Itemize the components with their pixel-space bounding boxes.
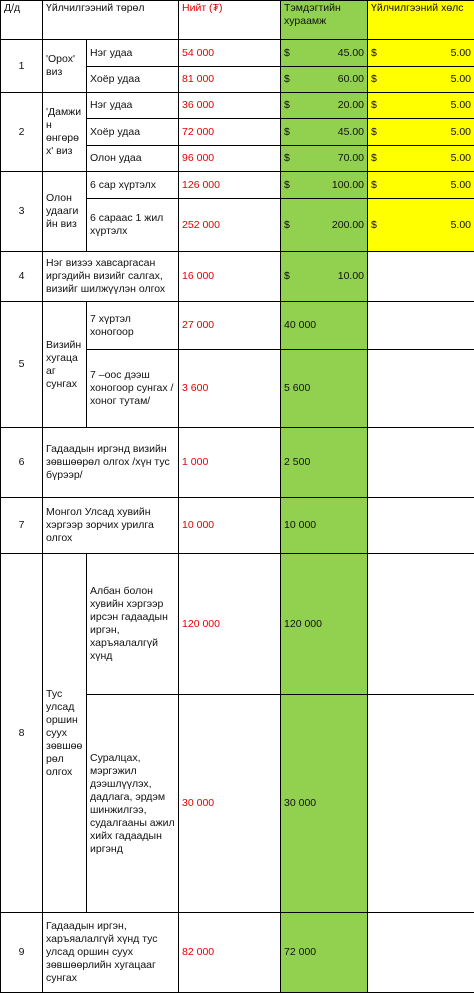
row-total: 126 000: [179, 172, 281, 199]
table-row: [1, 498, 474, 554]
row-stamp-fee: [281, 172, 368, 199]
row-service-fee: [368, 498, 474, 554]
row-service-fee: [368, 350, 474, 428]
stamp-amount: 60.00: [338, 73, 364, 86]
header-total: Нийт (₮): [179, 1, 281, 40]
row-number: 6: [1, 428, 43, 498]
row-number: 1: [1, 40, 43, 93]
row-total: 16 000: [179, 252, 281, 302]
row-subtype: Нэг удаа: [87, 40, 179, 67]
row-number: 5: [1, 302, 43, 428]
stamp-amount: 45.00: [338, 126, 364, 139]
service-amount: 5.00: [451, 219, 471, 232]
row-service-fee: [368, 252, 474, 302]
row-category: Гадаадын иргэн, харъяалалгүй хүнд тус улсад оршин суух зөвшөөрлийн хугацааг сунгах: [43, 913, 179, 993]
row-stamp-fee: [281, 146, 368, 172]
service-amount: 5.00: [451, 126, 471, 139]
row-subtype: Хоёр удаа: [87, 67, 179, 93]
row-stamp-fee: [281, 93, 368, 119]
service-amount: 5.00: [451, 47, 471, 60]
row-total: 36 000: [179, 93, 281, 119]
row-service-fee: [368, 428, 474, 498]
currency-symbol: $: [284, 126, 290, 139]
currency-symbol: $: [371, 219, 377, 232]
row-stamp-fee: 30 000: [281, 695, 368, 913]
row-total: 252 000: [179, 199, 281, 252]
row-service-fee: [368, 199, 474, 252]
row-stamp-fee: 72 000: [281, 913, 368, 993]
row-service-fee: [368, 67, 474, 93]
row-category: 'Дамжин өнгөрөх' виз: [43, 93, 87, 172]
row-total: 82 000: [179, 913, 281, 993]
table-row: [1, 252, 474, 302]
row-service-fee: [368, 172, 474, 199]
row-total: 54 000: [179, 40, 281, 67]
row-subtype: Нэг удаа: [87, 93, 179, 119]
row-total: 72 000: [179, 119, 281, 146]
row-number: 3: [1, 172, 43, 252]
row-total: 30 000: [179, 695, 281, 913]
currency-symbol: $: [284, 219, 290, 232]
row-stamp-fee: 40 000: [281, 302, 368, 350]
row-number: 8: [1, 554, 43, 913]
currency-symbol: $: [284, 73, 290, 86]
row-subtype: Албан болон хувийн хэргээр ирсэн гадаадын иргэн, харъяалалгүй хүнд: [87, 554, 179, 695]
currency-symbol: $: [284, 270, 290, 283]
row-total: 96 000: [179, 146, 281, 172]
row-subtype: Хоёр удаа: [87, 119, 179, 146]
stamp-amount: 10.00: [338, 270, 364, 283]
stamp-amount: 70.00: [338, 152, 364, 165]
table-row: [1, 40, 474, 67]
stamp-amount: 20.00: [338, 99, 364, 112]
currency-symbol: $: [371, 179, 377, 192]
row-subtype: 6 сар хүртэлх: [87, 172, 179, 199]
row-stamp-fee: 120 000: [281, 554, 368, 695]
row-category: Визийн хугацааг сунгах: [43, 302, 87, 428]
table-row: [1, 302, 474, 350]
header-stamp-fee: Тэмдэгтийн хураамж: [281, 1, 368, 40]
row-stamp-fee: 5 600: [281, 350, 368, 428]
row-total: 10 000: [179, 498, 281, 554]
row-stamp-fee: [281, 252, 368, 302]
row-number: 7: [1, 498, 43, 554]
row-total: 3 600: [179, 350, 281, 428]
service-amount: 5.00: [451, 179, 471, 192]
row-number: 2: [1, 93, 43, 172]
header-service-type: Үйлчилгээний төрөл: [43, 1, 179, 40]
row-category: Тус улсад оршин суух зөвшөөрөл олгох: [43, 554, 87, 913]
stamp-amount: 100.00: [332, 179, 364, 192]
row-service-fee: [368, 146, 474, 172]
row-service-fee: [368, 119, 474, 146]
service-amount: 5.00: [451, 99, 471, 112]
table-row: [1, 93, 474, 119]
row-stamp-fee: [281, 40, 368, 67]
row-number: 9: [1, 913, 43, 993]
currency-symbol: $: [371, 99, 377, 112]
row-category: Нэг визээ хавсаргасан иргэдийн визийг салгах, визийг шилжүүлэн олгох: [43, 252, 179, 302]
currency-symbol: $: [371, 126, 377, 139]
row-total: 27 000: [179, 302, 281, 350]
row-service-fee: [368, 302, 474, 350]
row-total: 81 000: [179, 67, 281, 93]
currency-symbol: $: [371, 47, 377, 60]
currency-symbol: $: [371, 152, 377, 165]
currency-symbol: $: [284, 179, 290, 192]
table-row: [1, 172, 474, 199]
row-stamp-fee: 2 500: [281, 428, 368, 498]
currency-symbol: $: [284, 47, 290, 60]
row-stamp-fee: [281, 199, 368, 252]
row-subtype: 7 –оос дээш хоногоор сунгах /хоног тутам/: [87, 350, 179, 428]
row-service-fee: [368, 40, 474, 67]
row-category: Олон удаагийн виз: [43, 172, 87, 252]
stamp-amount: 200.00: [332, 219, 364, 232]
row-subtype: 7 хүртэл хоногоор: [87, 302, 179, 350]
header-row: [1, 1, 474, 40]
table-row: [1, 554, 474, 695]
row-total: 1 000: [179, 428, 281, 498]
service-amount: 5.00: [451, 73, 471, 86]
row-total: 120 000: [179, 554, 281, 695]
row-stamp-fee: [281, 67, 368, 93]
row-number: 4: [1, 252, 43, 302]
row-category: Гадаадын иргэнд визийн зөвшөөрөл олгох /хүн тус бүрээр/: [43, 428, 179, 498]
row-stamp-fee: 10 000: [281, 498, 368, 554]
table-row: [1, 428, 474, 498]
row-service-fee: [368, 554, 474, 695]
row-subtype: Олон удаа: [87, 146, 179, 172]
row-service-fee: [368, 695, 474, 913]
row-service-fee: [368, 913, 474, 993]
stamp-amount: 45.00: [338, 47, 364, 60]
row-category: 'Орох' виз: [43, 40, 87, 93]
currency-symbol: $: [371, 73, 377, 86]
row-subtype: Суралцах, мэргэжил дээшлүүлэх, дадлага, эрдэм шинжилгээ, судалгааны ажил хийх гадаадын иргэнд: [87, 695, 179, 913]
currency-symbol: $: [284, 152, 290, 165]
service-amount: 5.00: [451, 152, 471, 165]
row-service-fee: [368, 93, 474, 119]
row-category: Монгол Улсад хувийн хэргээр зорчих урилга олгох: [43, 498, 179, 554]
row-stamp-fee: [281, 119, 368, 146]
header-service-fee: Үйлчилгээний хөлс: [368, 1, 474, 40]
header-no: Д/д: [1, 1, 43, 40]
table-row: [1, 913, 474, 993]
currency-symbol: $: [284, 99, 290, 112]
row-subtype: 6 сараас 1 жил хүртэлх: [87, 199, 179, 252]
